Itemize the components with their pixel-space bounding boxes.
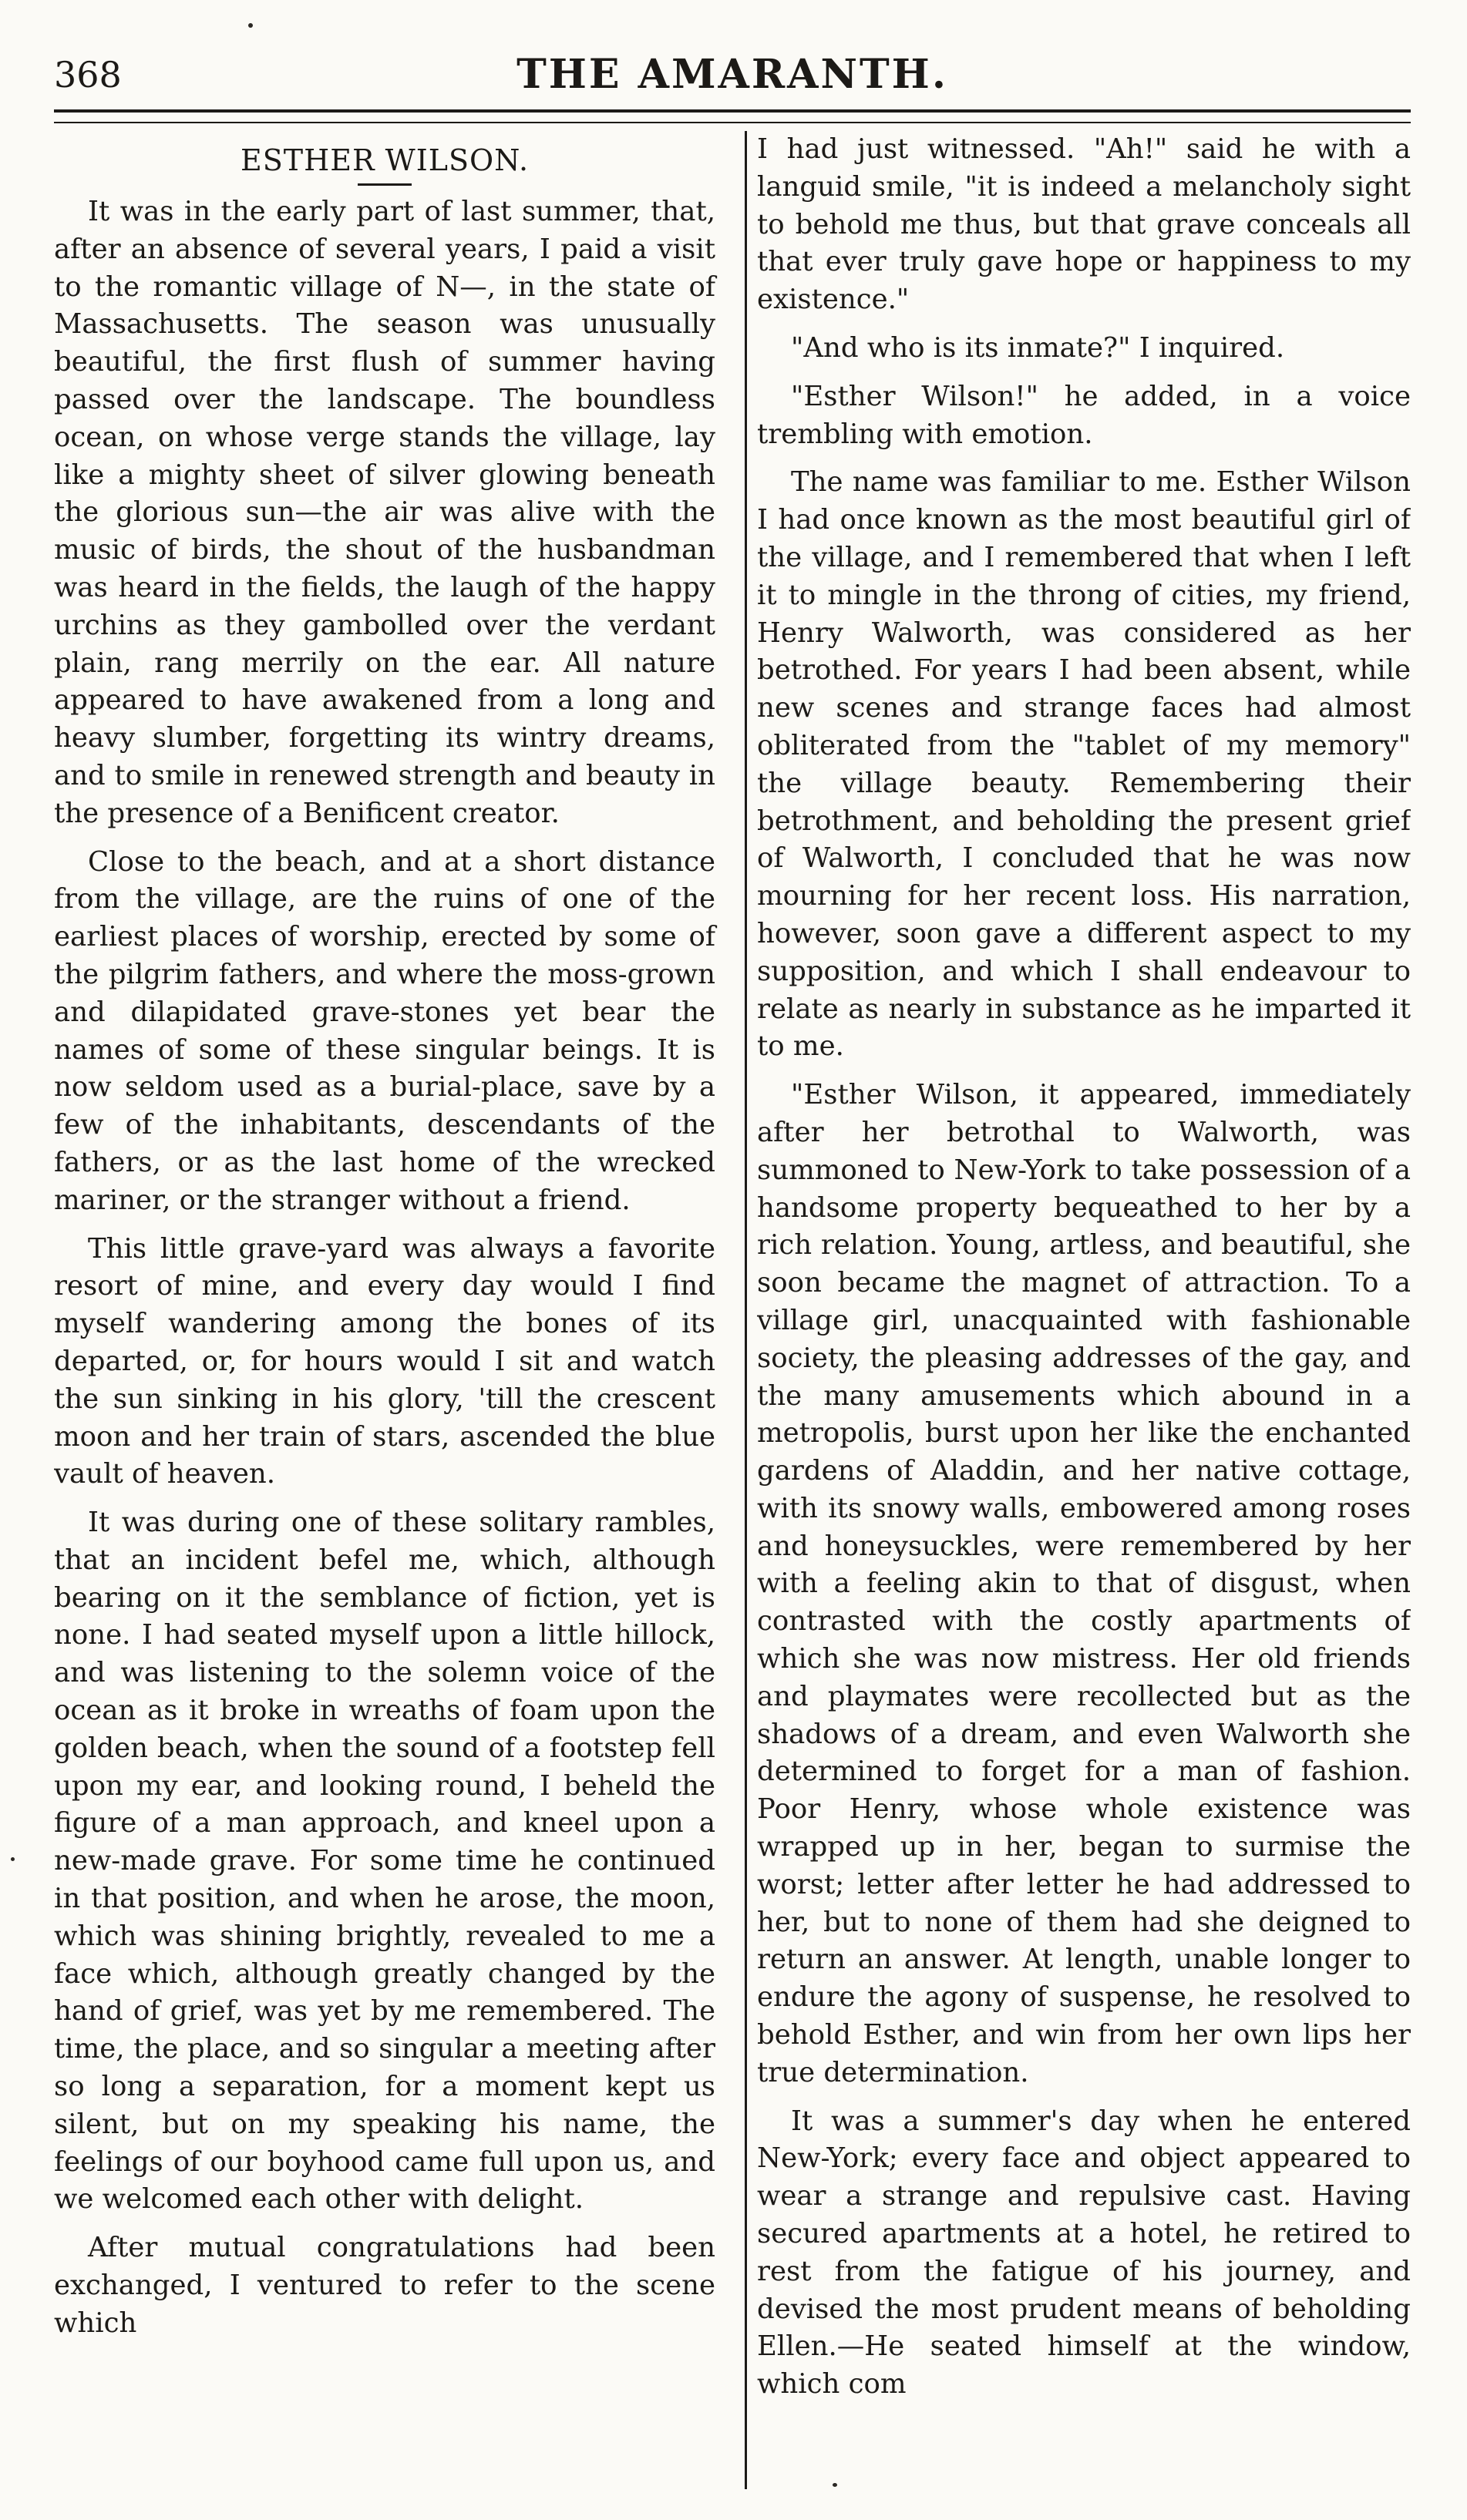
page-header — [54, 45, 1411, 106]
column-divider — [745, 131, 747, 2489]
ink-speck — [11, 1857, 15, 1861]
header-rule — [54, 109, 1411, 123]
right-column — [757, 131, 1411, 2489]
story-title: ESTHER WILSON. — [240, 143, 530, 177]
title-rule — [358, 183, 412, 186]
left-column — [54, 131, 732, 2489]
paragraph: It was a summer's day when he entered New-York; every face and object appeared to wear a strange and repulsive cast. Having secured apartments at a hotel, he retired to rest from the fatigue of his journey, and devised the most prudent means of beholding Ellen.—He seated himself at the window, which com — [757, 2105, 1411, 2401]
paragraph: It was in the early part of last summer, that, after an absence of several years, I paid a visit to the romantic village of N—, in the state of Massachusetts. The season was unusually beautiful, the first flush of summer having passed over the landscape. The boundless ocean, on whose verge stands the village, lay like a mighty sheet of silver glowing beneath the glorious sun—the air was alive with the music of birds, the shout of the husbandman was heard in the fields, the laugh of the happy urchins as they gambolled over the verdant plain, rang merrily on the ear. All nature appeared to have awakened from a long and heavy slumber, forgetting its wintry dreams, and to smile in renewed strength and beauty in the presence of a Benificent creator. — [54, 196, 715, 829]
paragraph: "Esther Wilson, it appeared, immediately after her betrothal to Walworth, was summoned to New-York to take possession of a handsome property bequeathed to her by a rich relation. Young, artless, and beautiful, she soon became the magnet of attraction. To a village girl, unacquainted with fashionable society, the pleasing addresses of the gay, and the many amusements which abound in a metropolis, burst upon her like the enchanted gardens of Aladdin, and her native cottage, with its snowy walls, embowered among roses and honeysuckles, were remembered by her with a feeling akin to that of disgust, when contrasted with the costly apartments of which she was now mistress. Her old friends and playmates were recollected but as the shadows of a dream, and even Walworth she determined to forget for a man of fashion. Poor Henry, whose whole existence was wrapped up in her, began to surmise the worst; letter after letter he had addressed to her, but to none of them had she deigned to return an answer. At length, unable longer to endure the agony of suspense, he resolved to behold Esther, and win from her own lips her true determination. — [757, 1079, 1411, 2088]
ink-speck — [833, 2483, 837, 2487]
running-title: THE AMARANTH. — [516, 51, 948, 98]
paragraph: I had just witnessed. "Ah!" said he with a languid smile, "it is indeed a melancholy sight to behold me thus, but that grave conceals all that ever truly gave hope or happiness to my existence." — [757, 133, 1411, 316]
paragraph: This little grave-yard was always a favorite resort of mine, and every day would I find myself wandering among the bones of its departed, or, for hours would I sit and watch the sun sinking in his glory, 'till the crescent moon and her train of stars, ascended the blue vault of heaven. — [54, 1232, 715, 1490]
paragraph: "Esther Wilson!" he added, in a voice trembling with emotion. — [757, 380, 1411, 450]
paragraph: "And who is its inmate?" I inquired. — [791, 331, 1285, 364]
paragraph: Close to the beach, and at a short distance from the village, are the ruins of one of the earliest places of worship, erected by some of the pilgrim fathers, and where the moss-grown and dilapidated grave-stones yet bear the names of some of these singular beings. It is now seldom used as a burial-place, save by a few of the inhabitants, descendants of the fathers, or as the last home of the wrecked mariner, or the stranger without a friend. — [54, 845, 715, 1216]
paragraph: After mutual congratulations had been exchanged, I ventured to refer to the scene which — [54, 2232, 715, 2339]
ink-speck — [248, 23, 253, 28]
page-number: 368 — [54, 54, 122, 96]
article-columns — [54, 131, 1411, 2489]
paragraph: The name was familiar to me. Esther Wilson I had once known as the most beautiful girl of the village, and I remembered that when I left it to mingle in the throng of cities, my friend, Henry Walworth, was considered as her betrothed. For years I had been absent, while new scenes and strange faces had almost obliterated from the "tablet of my memory" the village beauty. Remembering their betrothment, and beholding the present grief of Walworth, I concluded that he was now mourning for her recent loss. His narration, however, soon gave a different aspect to my supposition, and which I shall endeavour to relate as nearly in substance as he imparted it to me. — [757, 466, 1411, 1063]
paragraph: It was during one of these solitary rambles, that an incident befel me, which, although bearing on it the semblance of fiction, yet is none. I had seated myself upon a little hillock, and was listening to the solemn voice of the ocean as it broke in wreaths of foam upon the golden beach, when the sound of a footstep fell upon my ear, and looking round, I beheld the figure of a man approach, and kneel upon a new-made grave. For some time he continued in that position, and when he arose, the moon, which was shining brightly, revealed to me a face which, although greatly changed by the hand of grief, was yet by me remembered. The time, the place, and so singular a meeting after so long a separation, for a moment kept us silent, but on my speaking his name, the feelings of our boyhood came full upon us, and we welcomed each other with delight. — [54, 1507, 715, 2216]
